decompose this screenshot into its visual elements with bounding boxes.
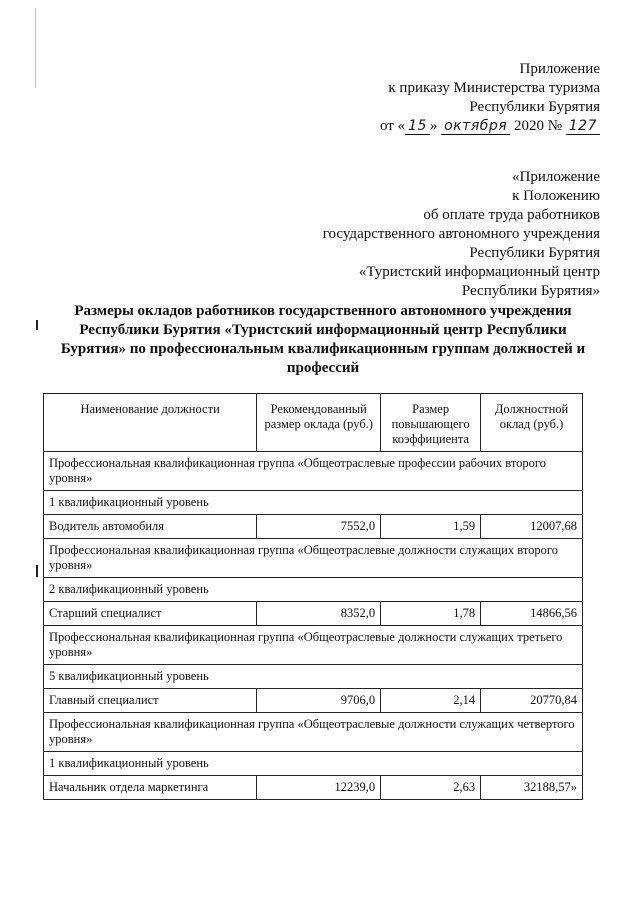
reference-line: Республики Бурятия»: [461, 283, 600, 299]
coefficient: 2,63: [381, 776, 481, 800]
level-row: [44, 665, 583, 689]
order-reference: к приказу Министерства туризма: [388, 80, 600, 96]
appendix-header: [380, 60, 600, 136]
column-header-salary: Должностной оклад (руб.): [481, 394, 583, 452]
reference-line: «Приложение: [511, 169, 600, 185]
order-number: 127: [566, 118, 600, 135]
scan-mark: [36, 320, 38, 330]
base-salary: 8352,0: [257, 602, 381, 626]
group-name: Профессиональная квалификационная группа «Общеотраслевые профессии рабочих второго уровня»: [44, 452, 583, 491]
order-day: 15: [405, 118, 430, 135]
group-row: [44, 539, 583, 578]
salary-table: [43, 393, 583, 800]
position-salary: 20770,84: [481, 689, 583, 713]
republic-name: Республики Бурятия: [469, 99, 600, 115]
column-header-base-salary: Рекомендованный размер оклада (руб.): [257, 394, 381, 452]
table-row: [44, 515, 583, 539]
reference-line: об оплате труда работников: [423, 207, 600, 223]
coefficient: 1,78: [381, 602, 481, 626]
table-row: [44, 602, 583, 626]
level-name: 1 квалификационный уровень: [44, 491, 583, 515]
coefficient: 1,59: [381, 515, 481, 539]
reference-line: «Туристский информационный центр: [358, 264, 600, 280]
appendix-label: Приложение: [519, 61, 600, 77]
level-row: [44, 752, 583, 776]
reference-line: государственного автономного учреждения: [322, 226, 600, 242]
order-month: октября: [441, 118, 510, 135]
margin-line: [35, 8, 36, 88]
level-name: 5 квалификационный уровень: [44, 665, 583, 689]
column-header-coefficient: Размер повышающего коэффициента: [381, 394, 481, 452]
position-salary: 12007,68: [481, 515, 583, 539]
position-salary: 32188,57»: [481, 776, 583, 800]
group-name: Профессиональная квалификационная группа «Общеотраслевые должности служащих четвертого уровня»: [44, 713, 583, 752]
base-salary: 12239,0: [257, 776, 381, 800]
column-header-position: Наименование должности: [44, 394, 257, 452]
base-salary: 9706,0: [257, 689, 381, 713]
coefficient: 2,14: [381, 689, 481, 713]
order-date-line: [380, 117, 600, 136]
document-title: Размеры окладов работников государственного автономного учреждения Республики Бурятия «Туристский информационный центр Республики Бурятия» по профессиональным квалификационным группам должностей и профессий: [60, 303, 586, 376]
order-prefix: от «: [379, 118, 406, 134]
regulation-reference: [323, 168, 600, 301]
group-name: Профессиональная квалификационная группа «Общеотраслевые должности служащих второго уровня»: [44, 539, 583, 578]
scan-mark: [36, 565, 38, 577]
position-name: Начальник отдела маркетинга: [44, 776, 257, 800]
level-row: [44, 491, 583, 515]
reference-line: к Положению: [512, 188, 600, 204]
group-row: [44, 452, 583, 491]
group-row: [44, 713, 583, 752]
table-row: [44, 776, 583, 800]
position-name: Водитель автомобиля: [44, 515, 257, 539]
table-row: [44, 689, 583, 713]
group-name: Профессиональная квалификационная группа «Общеотраслевые должности служащих третьего уровня»: [44, 626, 583, 665]
level-name: 1 квалификационный уровень: [44, 752, 583, 776]
table-header-row: [44, 394, 583, 452]
order-day-close: »: [429, 118, 438, 134]
reference-line: Республики Бурятия: [469, 245, 600, 261]
level-name: 2 квалификационный уровень: [44, 578, 583, 602]
position-name: Главный специалист: [44, 689, 257, 713]
position-name: Старший специалист: [44, 602, 257, 626]
order-year: 2020 №: [513, 118, 563, 134]
position-salary: 14866,56: [481, 602, 583, 626]
base-salary: 7552,0: [257, 515, 381, 539]
level-row: [44, 578, 583, 602]
group-row: [44, 626, 583, 665]
